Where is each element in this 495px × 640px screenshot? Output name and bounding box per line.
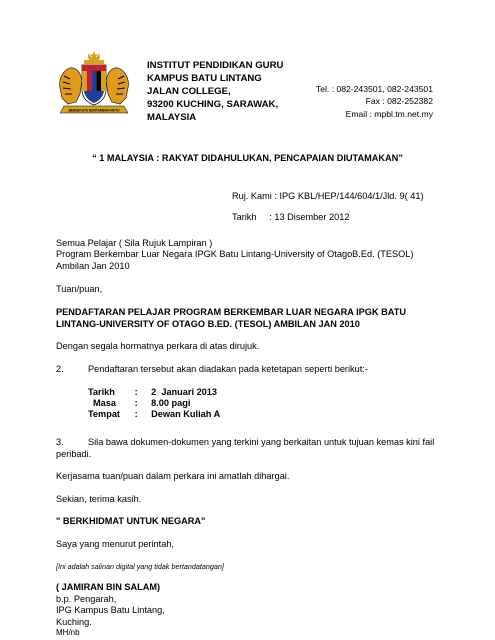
initials: MH/nb [56,628,80,637]
signatory-title: b.p. Pengarah, [56,594,117,604]
institute-address [147,59,283,124]
fax-number: Fax : 082-252382 [365,96,433,107]
subject-line: LINTANG-UNIVERSITY OF OTAGO B.ED. (TESOL) AMBILAN JAN 2010 [56,319,360,329]
phone-number: Tel. : 082-243501, 082-243501 [315,84,433,94]
detail-colon: : [134,398,138,408]
recipient-line: Semua Pelajar ( Sila Rujuk Lampiran ) [56,238,213,248]
detail-label: Tempat [88,409,120,419]
detail-colon: : [134,409,138,419]
instruction: Saya yang menurut perintah, [56,539,174,549]
paragraph-3-line: peribadi. [56,449,92,459]
institute-line: INSTITUT PENDIDIKAN GURU [147,60,284,71]
email-address: Email : mpbl.tm.net.my [345,108,433,119]
recipient-line: Ambilan Jan 2010 [56,261,130,271]
letter-date: Tarikh : 13 Disember 2012 [232,212,350,222]
recipient-line: Program Berkembar Luar Negara IPGK Batu Lintang-University of OtagoB.Ed. (TESOL) [56,249,414,259]
institute-line: MALAYSIA [147,112,197,123]
paragraph-2-text: Pendaftaran tersebut akan diadakan pada ketetapan seperti berikut:- [88,364,368,374]
detail-value: 8.00 pagi [151,398,191,408]
detail-row-tempat [88,409,220,419]
subject-line: PENDAFTARAN PELAJAR PROGRAM BERKEMBAR LUAR NEGARA IPGK BATU [56,307,406,317]
institute-line: JALAN COLLEGE, [147,86,231,97]
detail-row-tarikh [88,387,217,397]
paragraph-1: Dengan segala hormatnya perkara di atas dirujuk. [56,341,260,351]
detail-label: Masa [93,398,116,408]
detail-value: 2 Januari 2013 [151,387,218,397]
signatory-org: IPG Kampus Batu Lintang, [56,605,165,615]
institute-line: 93200 KUCHING, SARAWAK, [147,99,279,110]
paragraph-4: Kerjasama tuan/puan dalam perkara ini amatlah dihargai. [56,471,290,481]
institute-line: KAMPUS BATU LINTANG [147,73,262,84]
coat-of-arms-icon [56,50,132,116]
detail-label: Tarikh [88,387,115,397]
detail-row-masa [93,398,190,408]
reference-number: Ruj. Kami : IPG KBL/HEP/144/604/1/Jld. 9( 41) [232,191,424,201]
paragraph-3-line: Sila bawa dokumen-dokumen yang terkini yang berkaitan untuk tujuan kemas kini fail [88,437,435,447]
contact-info [316,83,433,120]
detail-value: Dewan Kuliah A [151,409,221,419]
paragraph-3-number: 3. [56,437,64,447]
closing: Sekian, terima kasih. [56,494,142,504]
paragraph-2-number: 2. [56,364,64,374]
crest-ribbon-text: BERSEKUTU BERTAMBAH MUTU [68,108,120,113]
motto-1malaysia: “ 1 MALAYSIA : RAKYAT DIDAHULUKAN, PENCAPAIAN DIUTAMAKAN” [92,153,403,163]
signatory-name: ( JAMIRAN BIN SALAM) [56,582,161,592]
salutation: Tuan/puan, [56,284,103,294]
detail-colon: : [134,387,138,397]
motto-berkhidmat: " BERKHIDMAT UNTUK NEGARA" [56,516,206,526]
digital-copy-note: [Ini adalah salinan digital yang tidak bertandatangan] [56,562,224,571]
signatory-city: Kuching. [56,617,92,627]
